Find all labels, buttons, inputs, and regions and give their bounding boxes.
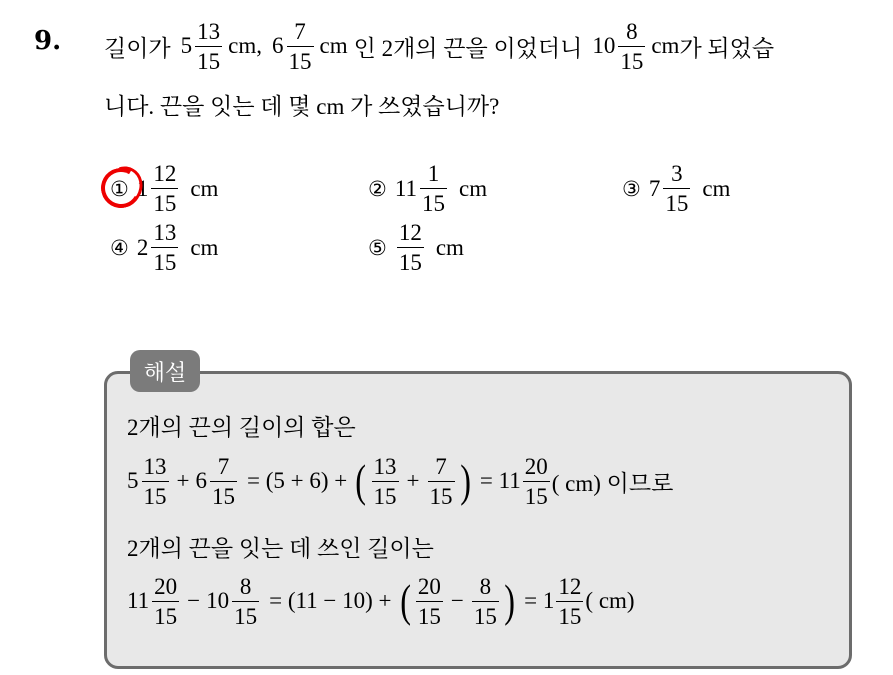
- choice-5[interactable]: [368, 221, 464, 274]
- question-text-end: 가 되었습: [679, 35, 775, 61]
- choice-mark: ③: [622, 176, 641, 201]
- fraction: $\frac{13}{15}$: [153, 220, 177, 275]
- unit: cm: [702, 175, 731, 201]
- choice-4[interactable]: [110, 221, 218, 274]
- equals-result: = 1: [524, 588, 555, 613]
- equation-tail: ( cm) 이므로: [551, 470, 674, 496]
- mixed-whole: 7: [648, 175, 661, 201]
- unit: cm: [190, 234, 219, 260]
- right-paren: ): [459, 455, 471, 506]
- plus-sign: +: [406, 468, 420, 493]
- mixed-whole: 11: [394, 175, 417, 201]
- mixed-whole: 6: [272, 33, 284, 58]
- minus-sign: −: [450, 588, 464, 613]
- choice-mark: ①: [110, 176, 129, 201]
- solution-line-3: 2개의 끈을 잇는 데 쓰인 길이는: [127, 536, 434, 561]
- mixed-whole: 2: [136, 234, 149, 260]
- choice-mark: ⑤: [368, 235, 387, 260]
- question-number: 9.: [34, 26, 62, 56]
- minus-sign: −: [187, 588, 201, 613]
- question-text-start: 길이가: [104, 35, 171, 61]
- fraction: $\frac{8}{15}$: [620, 18, 644, 74]
- plus-sign: +: [176, 468, 190, 493]
- solution-equation-2: [127, 570, 635, 632]
- choice-2[interactable]: [368, 162, 487, 215]
- unit: cm: [190, 175, 219, 201]
- left-paren: (: [399, 575, 411, 626]
- mixed-whole: 5: [127, 468, 139, 493]
- mixed-whole: 6: [195, 468, 207, 493]
- equals-result: = 11: [479, 468, 521, 493]
- solution-equation-1: [127, 450, 673, 512]
- equation-tail: ( cm): [585, 588, 635, 613]
- fraction: $\frac{7}{15}$: [211, 453, 235, 509]
- choice-mark: ④: [110, 235, 129, 260]
- mixed-whole: 10: [592, 33, 616, 58]
- fraction: $\frac{20}{15}$: [524, 453, 548, 509]
- fraction: $\frac{12}{15}$: [558, 573, 582, 629]
- right-paren: ): [504, 575, 515, 626]
- fraction: $\frac{20}{15}$: [417, 573, 441, 629]
- left-paren: (: [355, 455, 367, 506]
- fraction: $\frac{13}{15}$: [373, 453, 397, 509]
- question-line-1: [104, 16, 774, 76]
- solution-tag: 해설: [130, 350, 200, 392]
- fraction: $\frac{7}{15}$: [288, 18, 312, 74]
- fraction: $\frac{1}{15}$: [421, 161, 445, 216]
- fraction: $\frac{13}{15}$: [143, 453, 167, 509]
- unit: cm,: [228, 33, 263, 58]
- question-text-middle: 인 2개의 끈을 이었더니: [353, 35, 583, 61]
- equation-middle: = (11 − 10) +: [269, 588, 392, 613]
- mixed-whole: 11: [127, 588, 150, 613]
- fraction: $\frac{8}{15}$: [473, 573, 497, 629]
- choice-mark: ②: [368, 176, 387, 201]
- fraction: $\frac{12}{15}$: [153, 161, 177, 216]
- question-line-2: 니다. 끈을 잇는 데 몇 cm 가 쓰였습니까?: [104, 94, 500, 119]
- equation-middle: = (5 + 6) +: [246, 468, 348, 493]
- mixed-whole: 1: [136, 175, 149, 201]
- mixed-whole: 10: [206, 588, 230, 613]
- unit: cm: [651, 33, 680, 58]
- mixed-whole: 5: [180, 33, 193, 58]
- fraction: $\frac{8}{15}$: [234, 573, 258, 629]
- solution-line-1: 2개의 끈의 길이의 합은: [127, 415, 356, 440]
- unit: cm: [458, 175, 488, 201]
- fraction: $\frac{12}{15}$: [398, 220, 422, 275]
- fraction: $\frac{20}{15}$: [154, 573, 178, 629]
- unit: cm: [319, 33, 348, 58]
- unit: cm: [435, 234, 464, 260]
- choice-3[interactable]: [622, 162, 730, 215]
- fraction: $\frac{3}{15}$: [665, 161, 689, 216]
- fraction: $\frac{13}{15}$: [197, 18, 221, 74]
- fraction: $\frac{7}{15}$: [429, 453, 453, 509]
